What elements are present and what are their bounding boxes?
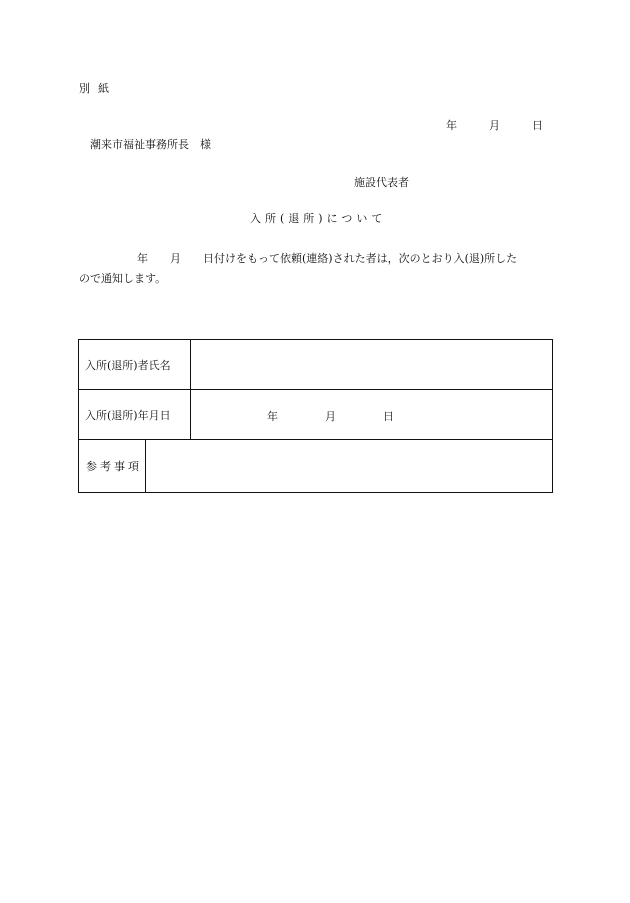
recipient: 潮来市福祉事務所長 様 [90, 138, 211, 151]
remarks-label: 参考事項 [79, 440, 146, 493]
attachment-label: 別紙 [79, 82, 117, 95]
date-line [446, 119, 543, 133]
date-value-field[interactable] [191, 390, 553, 440]
table-row [79, 440, 553, 493]
body-month: 月 [170, 252, 181, 265]
date-label: 入所(退所)年月日 [79, 390, 191, 440]
info-table [78, 339, 553, 440]
date-year: 年 [446, 119, 457, 132]
body-text-main: 日付けをもって依頼(連絡)された者は，次のとおり入(退)所した [203, 252, 518, 265]
row-date-day: 日 [383, 409, 394, 423]
name-label: 入所(退所)者氏名 [79, 340, 191, 390]
date-value [191, 408, 552, 422]
body-year: 年 [137, 252, 148, 265]
document-title: 入所(退所)について [250, 212, 387, 225]
table-row [79, 390, 553, 440]
body-paragraph [79, 249, 553, 289]
name-value-field[interactable] [191, 340, 553, 390]
row-date-month: 月 [325, 409, 336, 423]
body-text-line2: ので通知します。 [79, 272, 167, 285]
row-date-year: 年 [267, 409, 278, 423]
date-day: 日 [532, 119, 543, 132]
remarks-table [78, 439, 553, 493]
table-row [79, 340, 553, 390]
date-month: 月 [489, 119, 500, 132]
sender: 施設代表者 [354, 176, 409, 189]
remarks-value-field[interactable] [146, 440, 553, 493]
